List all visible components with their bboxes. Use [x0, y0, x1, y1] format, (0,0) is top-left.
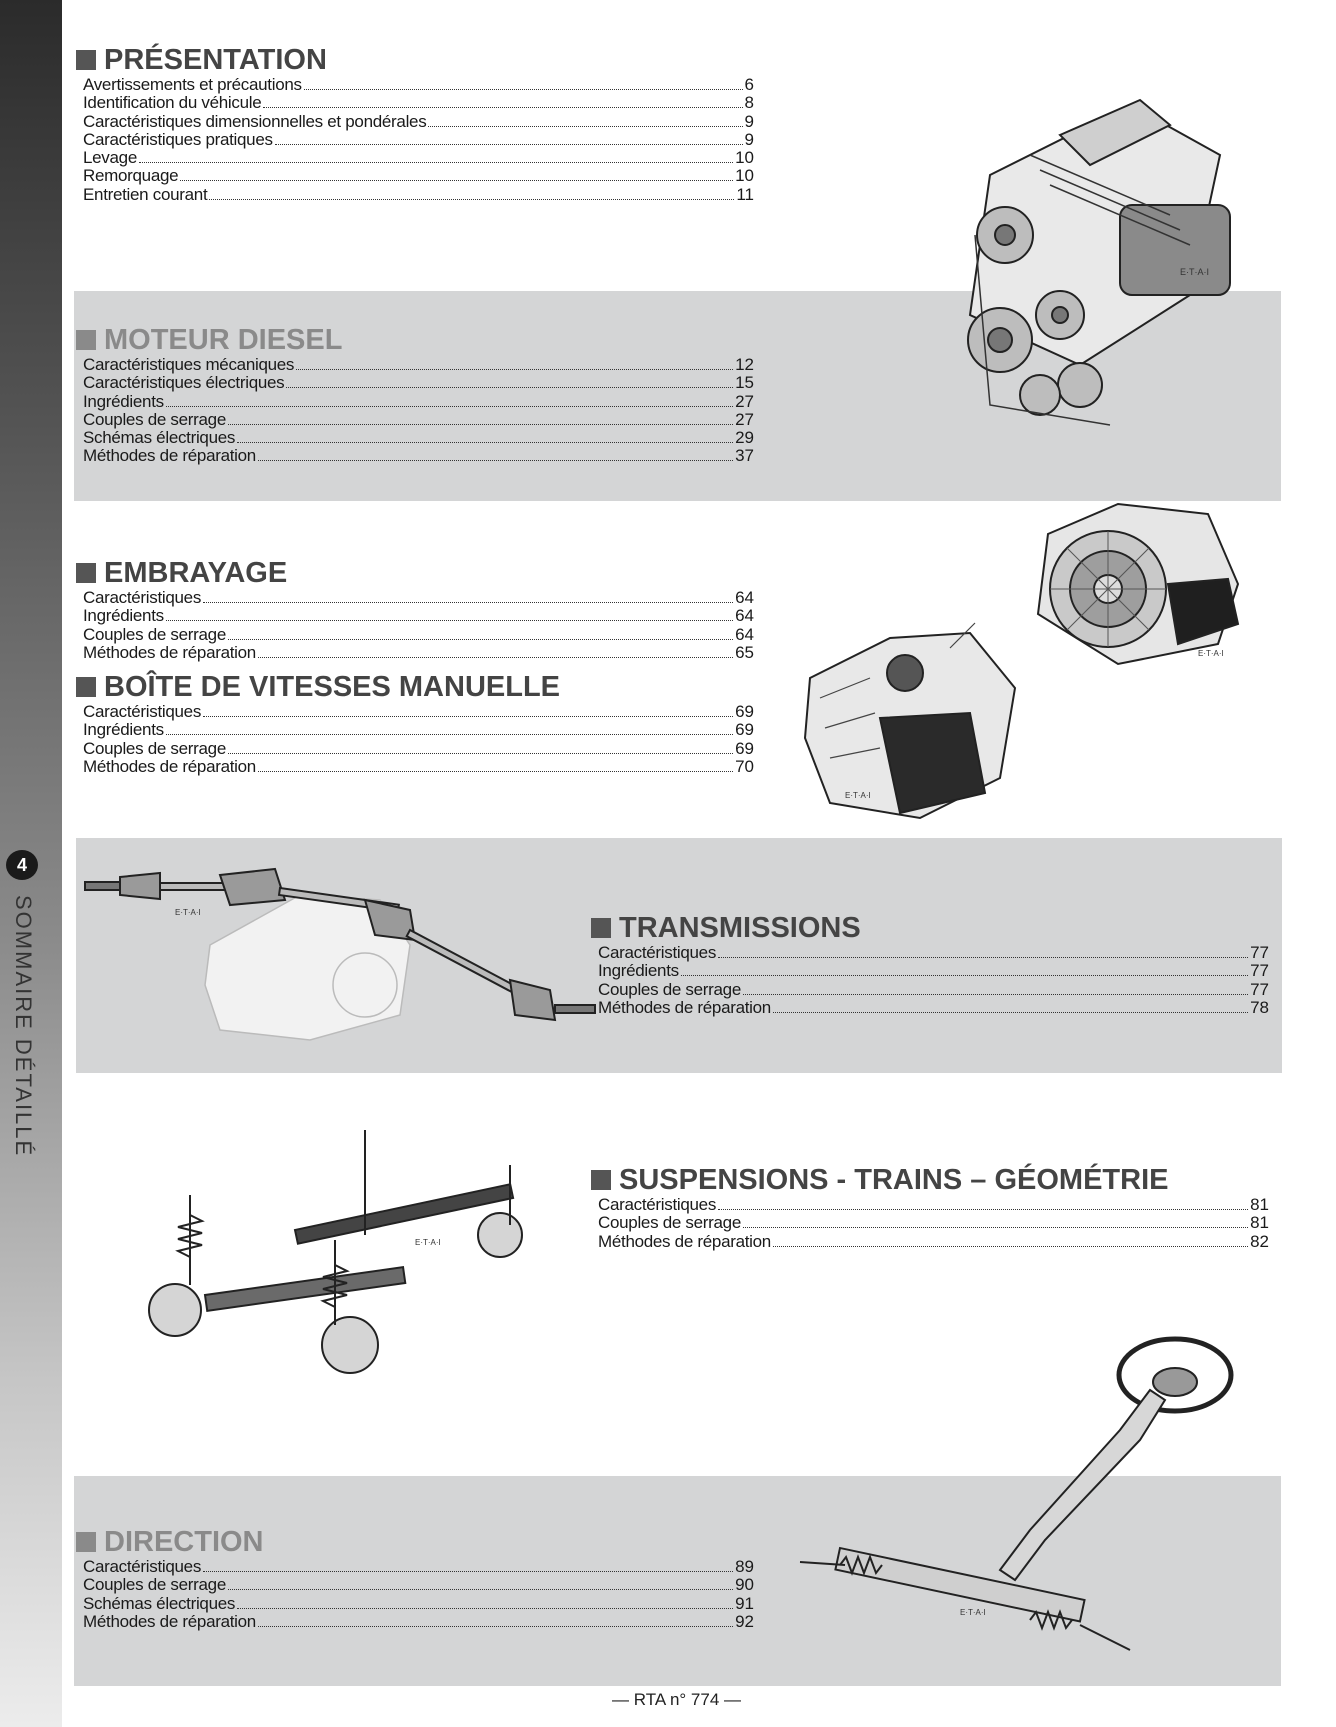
toc-list [83, 76, 754, 204]
dot-leader [258, 657, 733, 658]
toc-entry-label: Caractéristiques dimensionnelles et pondérales [83, 111, 427, 131]
toc-entry-page: 29 [735, 428, 754, 448]
toc-entry-page: 70 [735, 756, 754, 776]
toc-entry-page: 90 [735, 1575, 754, 1595]
toc-entry-page: 82 [1250, 1231, 1269, 1251]
section-moteur-diesel [76, 324, 754, 466]
toc-entry[interactable] [83, 1613, 754, 1631]
section-title-text: BOÎTE DE VITESSES MANUELLE [104, 671, 560, 703]
toc-entry-label: Méthodes de réparation [83, 642, 256, 662]
toc-entry-label: Ingrédients [83, 720, 164, 740]
square-bullet-icon [76, 1532, 96, 1552]
toc-entry-page: 11 [736, 184, 754, 204]
dot-leader [166, 734, 733, 735]
section-title [76, 44, 754, 76]
dot-leader [286, 387, 733, 388]
toc-entry[interactable] [83, 607, 754, 625]
toc-entry[interactable] [83, 374, 754, 392]
dot-leader [139, 162, 733, 163]
toc-entry-page: 9 [744, 111, 754, 131]
toc-entry[interactable] [83, 429, 754, 447]
section-embrayage [76, 557, 754, 662]
toc-entry[interactable] [83, 131, 754, 149]
watermark-text: E·T·A·I [415, 1238, 441, 1247]
section-boite-vitesses [76, 671, 754, 776]
section-title-text: EMBRAYAGE [104, 557, 288, 589]
dot-leader [275, 144, 743, 145]
toc-entry-label: Couples de serrage [598, 979, 741, 999]
toc-entry-page: 27 [735, 391, 754, 411]
toc-entry-page: 6 [744, 75, 754, 94]
toc-entry[interactable] [83, 1595, 754, 1613]
dot-leader [228, 424, 733, 425]
dot-leader [166, 620, 733, 621]
toc-entry-label: Levage [83, 148, 137, 168]
section-title [76, 557, 754, 589]
dot-leader [718, 957, 1248, 958]
square-bullet-icon [591, 1170, 611, 1190]
toc-entry-label: Schémas électriques [83, 428, 236, 448]
toc-entry-page: 10 [735, 166, 754, 186]
toc-entry-label: Méthodes de réparation [598, 997, 771, 1017]
dot-leader [773, 1012, 1248, 1013]
section-direction [76, 1526, 754, 1631]
toc-list [83, 703, 754, 776]
page-footer: — RTA n° 774 — [612, 1690, 742, 1709]
toc-entry-page: 8 [744, 93, 754, 113]
toc-entry[interactable] [83, 149, 754, 167]
toc-entry-label: Identification du véhicule [83, 93, 262, 113]
section-transmissions [591, 912, 1269, 1017]
toc-entry-label: Avertissements et précautions [83, 75, 302, 94]
toc-entry-label: Ingrédients [83, 391, 164, 411]
section-title [76, 1526, 754, 1558]
dot-leader [258, 771, 733, 772]
toc-entry-page: 27 [735, 409, 754, 429]
sidebar-title: SOMMAIRE DÉTAILLÉ [11, 895, 36, 1158]
page-number-badge: 4 [6, 850, 38, 880]
toc-entry[interactable] [598, 999, 1269, 1017]
toc-entry-page: 81 [1250, 1195, 1269, 1214]
toc-entry-page: 10 [735, 148, 754, 168]
toc-entry-label: Caractéristiques électriques [83, 373, 285, 393]
toc-entry-label: Méthodes de réparation [598, 1231, 771, 1251]
toc-entry[interactable] [83, 721, 754, 739]
dot-leader [718, 1209, 1248, 1210]
dot-leader [263, 107, 742, 108]
toc-entry-label: Méthodes de réparation [83, 756, 256, 776]
dot-leader [203, 602, 733, 603]
toc-entry-label: Caractéristiques [598, 943, 717, 962]
toc-entry-page: 91 [735, 1593, 754, 1613]
dot-leader [743, 994, 1248, 995]
toc-entry-page: 92 [735, 1611, 754, 1631]
toc-entry-page: 81 [1250, 1213, 1269, 1233]
toc-entry[interactable] [598, 1214, 1269, 1232]
toc-entry-page: 77 [1250, 979, 1269, 999]
dot-leader [180, 180, 733, 181]
toc-entry[interactable] [83, 94, 754, 112]
watermark-text: E·T·A·I [960, 1608, 986, 1617]
toc-entry-label: Ingrédients [83, 606, 164, 626]
toc-entry[interactable] [83, 393, 754, 411]
toc-entry-label: Caractéristiques pratiques [83, 129, 273, 149]
toc-entry[interactable] [83, 589, 754, 607]
toc-entry-page: 37 [735, 446, 754, 466]
toc-entry-label: Caractéristiques [83, 1557, 202, 1576]
toc-entry-label: Caractéristiques mécaniques [83, 355, 295, 374]
section-presentation [76, 44, 754, 204]
toc-entry[interactable] [83, 447, 754, 465]
toc-entry-label: Méthodes de réparation [83, 446, 256, 466]
toc-entry-page: 89 [735, 1557, 754, 1576]
square-bullet-icon [76, 563, 96, 583]
toc-entry-label: Couples de serrage [83, 738, 226, 758]
toc-entry[interactable] [598, 1233, 1269, 1251]
square-bullet-icon [76, 677, 96, 697]
dot-leader [681, 975, 1248, 976]
toc-entry-label: Méthodes de réparation [83, 1611, 256, 1631]
toc-entry[interactable] [83, 186, 754, 204]
toc-entry-label: Caractéristiques [83, 702, 202, 721]
toc-entry[interactable] [598, 944, 1269, 962]
toc-entry-label: Ingrédients [598, 961, 679, 981]
watermark-text: E·T·A·I [845, 791, 871, 800]
toc-entry[interactable] [83, 1558, 754, 1576]
section-title-text: MOTEUR DIESEL [104, 324, 343, 356]
dot-leader [203, 1571, 733, 1572]
square-bullet-icon [76, 50, 96, 70]
toc-entry[interactable] [83, 740, 754, 758]
dot-leader [228, 1589, 733, 1590]
dot-leader [228, 753, 733, 754]
section-suspensions [591, 1164, 1269, 1251]
section-title [591, 1164, 1269, 1196]
section-title-text: TRANSMISSIONS [619, 912, 861, 944]
dot-leader [228, 639, 733, 640]
dot-leader [166, 406, 733, 407]
toc-entry-page: 69 [735, 720, 754, 740]
dot-leader [258, 1626, 733, 1627]
toc-list [83, 589, 754, 662]
toc-entry[interactable] [83, 167, 754, 185]
toc-entry[interactable] [598, 1196, 1269, 1214]
toc-list [598, 1196, 1269, 1251]
toc-entry-label: Couples de serrage [83, 1575, 226, 1595]
dot-leader [428, 126, 742, 127]
toc-entry[interactable] [83, 356, 754, 374]
toc-entry[interactable] [83, 113, 754, 131]
toc-entry[interactable] [598, 981, 1269, 999]
sidebar-strip [0, 0, 62, 1727]
toc-entry-page: 65 [735, 642, 754, 662]
toc-entry-page: 77 [1250, 961, 1269, 981]
toc-entry[interactable] [83, 626, 754, 644]
section-title [76, 671, 754, 703]
toc-entry-page: 78 [1250, 997, 1269, 1017]
section-title [76, 324, 754, 356]
dot-leader [258, 460, 733, 461]
section-title [591, 912, 1269, 944]
clutch-illustration [1028, 494, 1243, 669]
toc-list [83, 356, 754, 466]
dot-leader [743, 1227, 1248, 1228]
toc-list [598, 944, 1269, 1017]
square-bullet-icon [76, 330, 96, 350]
toc-entry[interactable] [83, 703, 754, 721]
engine-illustration [930, 95, 1260, 455]
dot-leader [203, 716, 733, 717]
dot-leader [296, 369, 733, 370]
toc-entry-label: Couples de serrage [83, 409, 226, 429]
toc-entry[interactable] [83, 644, 754, 662]
toc-list [83, 1558, 754, 1631]
toc-entry-label: Caractéristiques [83, 588, 202, 607]
toc-entry-page: 12 [735, 355, 754, 374]
dot-leader [773, 1246, 1248, 1247]
section-title-text: PRÉSENTATION [104, 44, 327, 76]
dot-leader [209, 199, 734, 200]
toc-entry-label: Couples de serrage [598, 1213, 741, 1233]
toc-entry[interactable] [83, 411, 754, 429]
section-title-text: SUSPENSIONS - TRAINS – GÉOMÉTRIE [619, 1164, 1169, 1196]
toc-entry[interactable] [598, 962, 1269, 980]
toc-entry-label: Caractéristiques [598, 1195, 717, 1214]
dot-leader [304, 89, 743, 90]
toc-entry[interactable] [83, 758, 754, 776]
toc-entry-page: 64 [735, 588, 754, 607]
toc-entry-page: 69 [735, 738, 754, 758]
toc-entry-page: 9 [744, 129, 754, 149]
toc-entry-page: 77 [1250, 943, 1269, 962]
toc-entry[interactable] [83, 76, 754, 94]
toc-entry-label: Remorquage [83, 166, 179, 186]
steering-illustration [790, 1330, 1240, 1665]
toc-entry-page: 64 [735, 606, 754, 626]
gearbox-illustration [800, 618, 1025, 828]
watermark-text: E·T·A·I [175, 908, 201, 917]
toc-entry-page: 15 [735, 373, 754, 393]
toc-entry-label: Couples de serrage [83, 624, 226, 644]
toc-entry-page: 64 [735, 624, 754, 644]
driveshaft-illustration [80, 855, 600, 1050]
suspension-illustration [145, 1125, 545, 1380]
section-title-text: DIRECTION [104, 1526, 264, 1558]
dot-leader [237, 1608, 733, 1609]
toc-entry-page: 69 [735, 702, 754, 721]
toc-entry[interactable] [83, 1576, 754, 1594]
dot-leader [237, 442, 733, 443]
toc-entry-label: Schémas électriques [83, 1593, 236, 1613]
watermark-text: E·T·A·I [1180, 267, 1209, 277]
watermark-text: E·T·A·I [1198, 649, 1224, 658]
toc-entry-label: Entretien courant [83, 184, 208, 204]
